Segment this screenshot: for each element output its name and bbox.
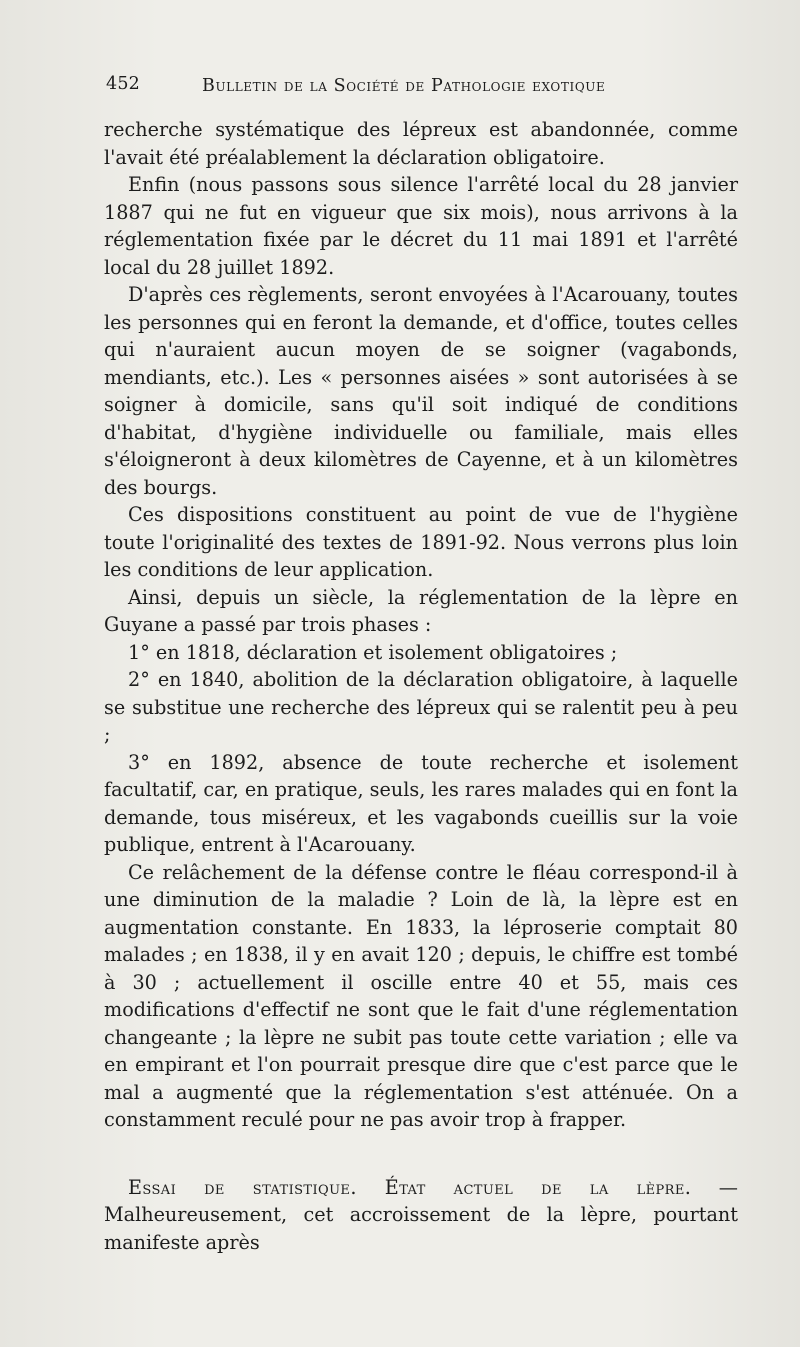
running-head: Bulletin de la Société de Pathologie exotique <box>202 76 606 96</box>
paragraph: Enfin (nous passons sous silence l'arrêté local du 28 janvier 1887 qui ne fut en vigueur que six mois), nous arrivons à la réglementation fixée par le décret du 11 mai 1891 et l'arrêté local du 28 juillet 1892. <box>104 173 738 279</box>
list-item: 2° en 1840, abolition de la déclaration obligatoire, à laquelle se substitue une recherche des lépreux qui se ralentit peu à peu ; <box>104 668 738 746</box>
list-item: 3° en 1892, absence de toute recherche et isolement facultatif, car, en pratique, seuls, les rares malades qui en font la demande, tous miséreux, et les vagabonds cueillis sur la voie publique, entrent à l'Acarouany. <box>104 750 738 856</box>
paragraph: Ainsi, depuis un siècle, la réglementation de la lèpre en Guyane a passé par trois phases : <box>104 585 738 636</box>
section-paragraph <box>104 1174 738 1257</box>
paragraph: recherche systématique des lépreux est abandonnée, comme l'avait été préalablement la déclaration obligatoire. <box>104 118 738 169</box>
paragraph: Ce relâchement de la défense contre le fléau correspond-il à une diminution de la maladie ? Loin de là, la lèpre est en augmentation constante. En 1833, la léproserie comptait 80 malades ; en 1838, il y en avait 120 ; depuis, le chiffre est tombé à 30 ; actuellement il oscille entre 40 et 55, mais ces modifications d'effectif ne sont que le fait d'une réglementation changeante ; la lèpre ne subit pas toute cette variation ; elle va en empirant et l'on pourrait presque dire que c'est parce que le mal a augmenté que la réglementation s'est atténuée. On a constamment reculé pour ne pas avoir trop à frapper. <box>104 860 738 1131</box>
paragraph: Ces dispositions constituent au point de vue de l'hygiène toute l'originalité des textes de 1891-92. Nous verrons plus loin les conditions de leur application. <box>104 503 738 581</box>
paragraph: D'après ces règlements, seront envoyées à l'Acarouany, toutes les personnes qui en feront la demande, et d'office, toutes celles qui n'auraient aucun moyen de se soigner (vagabonds, mendiants, etc.). Les « personnes aisées » sont autorisées à se soigner à domicile, sans qu'il soit indiqué de conditions d'habitat, d'hygiène individuelle ou familiale, mais elles s'éloigneront à deux kilomètres de Cayenne, et à un kilomètres des bourgs. <box>104 283 738 499</box>
section-heading: Essai de statistique. État actuel de la lèpre. <box>128 1175 692 1199</box>
list-item: 1° en 1818, déclaration et isolement obligatoires ; <box>128 640 618 664</box>
page-number: 452 <box>106 74 141 94</box>
section-text: Malheureusement, cet accroissement de la lèpre, pourtant manifeste après <box>104 1203 738 1254</box>
section-dash: — <box>691 1175 738 1199</box>
body-text <box>104 116 738 1256</box>
